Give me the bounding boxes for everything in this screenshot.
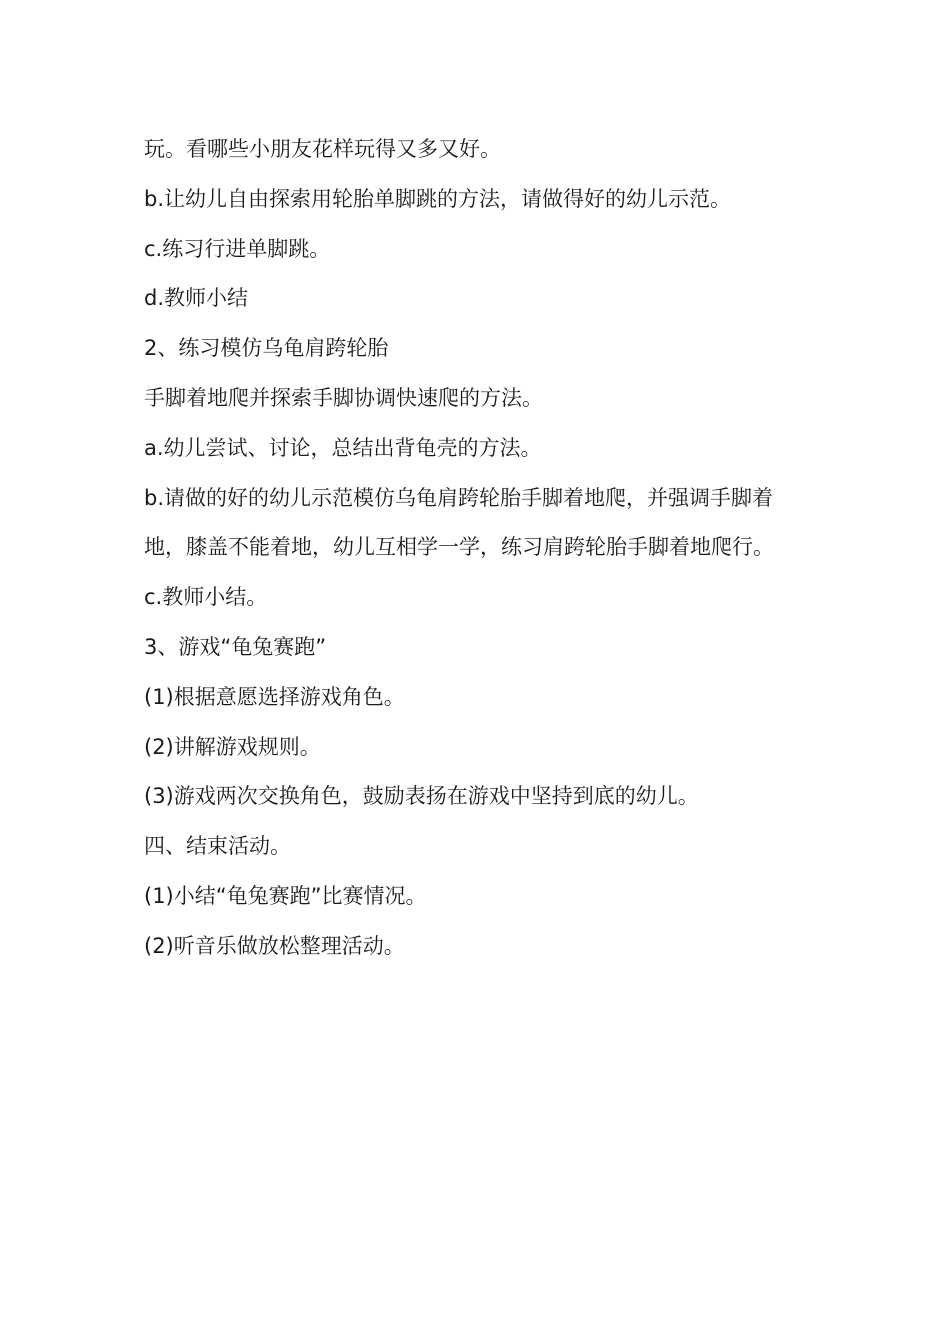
section-heading: 3、游戏“龟兔赛跑”: [144, 634, 327, 659]
paragraph: 手脚着地爬并探索手脚协调快速爬的方法。: [144, 385, 543, 410]
paragraph: c.练习行进单脚跳。: [144, 236, 331, 261]
paragraph: (1)小结“龟兔赛跑”比赛情况。: [144, 883, 427, 908]
section-heading: 四、结束活动。: [144, 834, 291, 859]
paragraph: (1)根据意愿选择游戏角色。: [144, 684, 405, 709]
paragraph: (2)讲解游戏规则。: [144, 734, 321, 759]
paragraph: b.请做的好的幼儿示范模仿乌龟肩跨轮胎手脚着地爬，并强调手脚着地，膝盖不能着地，幼儿互相学一学，练习肩跨轮胎手脚着地爬行。: [144, 485, 774, 560]
paragraph: a.幼儿尝试、讨论，总结出背龟壳的方法。: [144, 435, 542, 460]
section-heading: 2、练习模仿乌龟肩跨轮胎: [144, 336, 389, 361]
paragraph: (3)游戏两次交换角色，鼓励表扬在游戏中坚持到底的幼儿。: [144, 784, 699, 809]
document-body: [144, 125, 814, 972]
paragraph: (2)听音乐做放松整理活动。: [144, 933, 405, 958]
paragraph: c.教师小结。: [144, 585, 268, 610]
paragraph: d.教师小结: [144, 286, 249, 311]
paragraph: b.让幼儿自由探索用轮胎单脚跳的方法，请做得好的幼儿示范。: [144, 186, 732, 211]
paragraph: 玩。看哪些小朋友花样玩得又多又好。: [144, 137, 501, 161]
